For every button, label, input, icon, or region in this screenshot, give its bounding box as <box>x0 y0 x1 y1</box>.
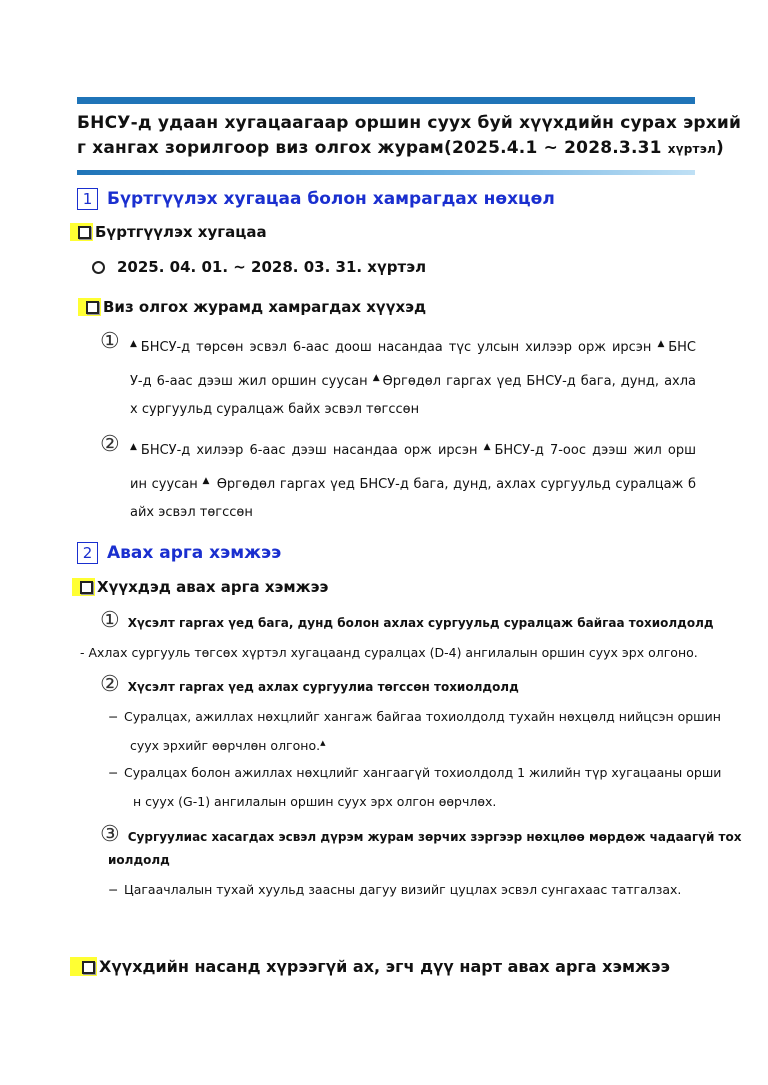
date-range-text: 2025. 04. 01. ~ 2028. 03. 31. хүртэл <box>117 258 427 276</box>
case-2-bullet-2-text: Суралцах болон ажиллах нөхцлийг хангаагүй тохиолдолд 1 жилийн түр хугацааны орши <box>123 765 722 780</box>
case-3-bullet-1-text: Цагаачлалын тухай хуульд заасны дагуу визийг цуцлах эсвэл сунгахаас татгалзах. <box>123 882 682 897</box>
highlight-marker <box>72 578 95 596</box>
subsection-measures-for-children-label: Хүүхдэд авах арга хэмжээ <box>97 578 329 596</box>
case-3-title-line-1: Сургуулиас хасагдах эсвэл дүрэм журам зөрчих зэргээр нөхцлөө мөрдөж чадаагүй тох <box>127 830 742 844</box>
triangle-icon: ▲ <box>372 373 381 383</box>
item-1-text-a: БНСУ-д төрсөн эсвэл 6-аас доош насандаа түс улсын хилээр орж ирсэн <box>140 340 652 355</box>
checkbox-square-icon <box>82 961 95 974</box>
section-2-title: Авах арга хэмжээ <box>107 543 282 563</box>
subsection-measures-for-children <box>72 578 328 596</box>
case-2-bullet-2-line-1 <box>108 765 722 780</box>
case-3-circled-number: ③ <box>100 822 120 847</box>
item-2-line-1 <box>130 431 696 467</box>
case-3-heading <box>100 822 742 847</box>
subsection-measures-for-siblings-label: Хүүхдийн насанд хүрээгүй ах, эгч дүү нарт авах арга хэмжээ <box>99 957 670 976</box>
title-line-2-end: ) <box>716 138 724 158</box>
document-title-line-2 <box>77 138 724 158</box>
case-1-heading <box>100 608 714 633</box>
section-1-number-box: 1 <box>77 188 98 210</box>
item-1-line-1 <box>130 328 696 364</box>
triangle-icon: ▲ <box>483 442 493 452</box>
title-bottom-gradient-bar <box>77 170 695 175</box>
triangle-icon: ▲ <box>130 339 139 349</box>
item-2-circled-number: ② <box>100 432 120 457</box>
case-2-title: Хүсэлт гаргах үед ахлах сургуулиа төгссөн тохиолдолд <box>127 680 519 694</box>
triangle-icon: ▲ <box>320 739 326 747</box>
case-1-circled-number: ① <box>100 608 120 633</box>
item-1-circled-number: ① <box>100 329 120 354</box>
item-1-line-3: х сургуульд суралцаж байх эсвэл төгссөн <box>130 402 420 417</box>
case-2-bullet-2-line-2: н суух (G-1) ангилалын оршин суух эрх олгон өөрчлөх. <box>133 794 497 809</box>
highlight-marker <box>70 223 93 241</box>
subsection-registration-period <box>70 223 267 241</box>
triangle-icon: ▲ <box>202 476 210 486</box>
item-1-text-d: Өргөдөл гаргах үед БНСУ-д бага, дунд, ахла <box>382 374 697 389</box>
checkbox-square-icon <box>78 226 91 239</box>
item-2-text-b: БНСУ-д 7-оос дээш жил орш <box>494 443 697 458</box>
title-top-bar <box>77 97 695 104</box>
item-2-text-c: ин суусан <box>130 477 198 492</box>
case-3-bullet-1 <box>108 882 681 897</box>
highlight-marker <box>70 957 97 976</box>
dash-bullet-icon: − <box>108 765 119 780</box>
section-1-heading <box>77 188 555 210</box>
dash-bullet-icon: − <box>108 882 119 897</box>
title-line-2-small: хүртэл <box>667 142 717 156</box>
case-2-bullet-1-text: Суралцах, ажиллах нөхцлийг хангаж байгаа тохиолдолд тухайн нөхцөлд нийцсэн оршин <box>123 709 721 724</box>
case-2-heading <box>100 672 519 697</box>
case-2-bullet-1-text-2: суух эрхийг өөрчлөн олгоно. <box>130 738 321 753</box>
section-1-title: Бүртгүүлэх хугацаа болон хамрагдах нөхцөл <box>107 189 555 209</box>
case-2-circled-number: ② <box>100 672 120 697</box>
subsection-eligible-children <box>78 298 426 316</box>
item-1-text-c: У-д 6-аас дээш жил оршин суусан <box>130 374 368 389</box>
registration-date-range <box>92 258 426 276</box>
item-1-text-b: БНС <box>668 340 697 355</box>
section-2-number-box: 2 <box>77 542 98 564</box>
case-2-bullet-1-line-2 <box>130 738 327 753</box>
case-1-title: Хүсэлт гаргах үед бага, дунд болон ахлах сургуульд суралцаж байгаа тохиолдолд <box>127 616 714 630</box>
subsection-measures-for-siblings <box>70 957 670 976</box>
triangle-icon: ▲ <box>657 339 667 349</box>
checkbox-square-icon <box>80 581 93 594</box>
item-2-line-3: айх эсвэл төгссөн <box>130 505 253 520</box>
document-title-line-1: БНСУ-д удаан хугацаагаар оршин суух буй хүүхдийн сурах эрхий <box>77 113 742 133</box>
section-2-heading <box>77 542 281 564</box>
subsection-eligible-children-label: Виз олгох журамд хамрагдах хүүхэд <box>103 298 427 316</box>
case-1-note: - Ахлах сургууль төгсөх хүртэл хугацаанд суралцах (D-4) ангилалын оршин суух эрх олгоно. <box>80 645 698 660</box>
subsection-registration-period-label: Бүртгүүлэх хугацаа <box>95 223 267 241</box>
case-2-bullet-1-line-1 <box>108 709 721 724</box>
highlight-marker <box>78 298 101 316</box>
case-3-title-line-2: иолдолд <box>108 853 170 867</box>
triangle-icon: ▲ <box>130 442 139 452</box>
title-line-2-main: г хангах зорилгоор виз олгох журам(2025.4.1 ~ 2028.3.31 <box>77 138 662 158</box>
dash-bullet-icon: − <box>108 709 119 724</box>
circle-bullet-icon <box>92 261 105 274</box>
item-2-text-a: БНСУ-д хилээр 6-аас дээш насандаа орж ирсэн <box>140 443 478 458</box>
checkbox-square-icon <box>86 301 99 314</box>
item-2-text-d: Өргөдөл гаргах үед БНСУ-д бага, дунд, ахлах сургуульд суралцаж б <box>216 477 697 492</box>
